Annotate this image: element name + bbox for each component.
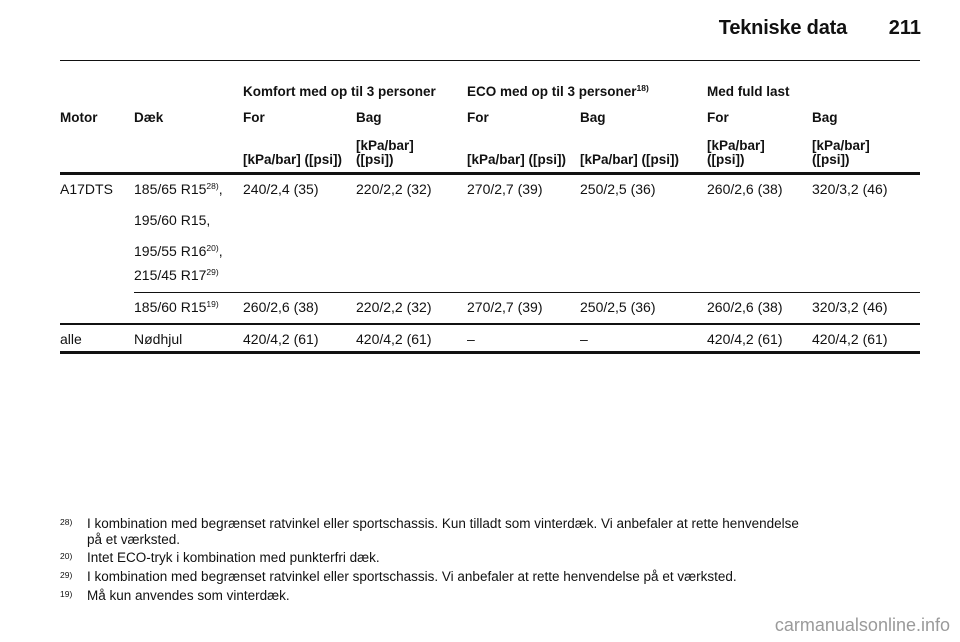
unit-label: [kPa/bar] (707, 138, 765, 153)
col-header-front: For (467, 110, 489, 125)
header-rule (60, 60, 920, 61)
page-title: Tekniske data (718, 17, 847, 39)
pressure-cell: – (580, 331, 588, 347)
footnote-text: på et værksted. (87, 532, 181, 547)
row-divider (134, 292, 920, 293)
footnote-mark: 20) (60, 551, 73, 561)
footnote-text: Må kun anvendes som vinterdæk. (87, 588, 290, 603)
pressure-cell: 240/2,4 (35) (243, 181, 319, 197)
unit-label: ([psi]) (707, 152, 745, 167)
tire-cell: 195/55 R16$^{20)}$, (134, 243, 223, 259)
tire-cell: 215/45 R17$^{29)}$ (134, 267, 219, 283)
footnote-mark: 29) (60, 570, 73, 580)
unit-label: [kPa/bar] (812, 138, 870, 153)
footnote-ref: 29) (206, 267, 219, 277)
table-header-rule (60, 172, 920, 175)
pressure-cell: 250/2,5 (36) (580, 299, 656, 315)
row-divider (60, 323, 920, 325)
pressure-cell: – (467, 331, 475, 347)
unit-label: ([psi]) (356, 152, 394, 167)
pressure-cell: 220/2,2 (32) (356, 181, 432, 197)
tire-cell: 195/60 R15, (134, 212, 211, 228)
unit-label: [kPa/bar] ([psi]) (580, 152, 680, 167)
pressure-cell: 250/2,5 (36) (580, 181, 656, 197)
col-header-front: For (707, 110, 729, 125)
footnote-ref: 18) (636, 83, 649, 93)
motor-cell: A17DTS (60, 181, 113, 197)
footnote-ref: 19) (206, 299, 219, 309)
watermark: carmanualsonline.info (774, 615, 950, 635)
unit-label: [kPa/bar] ([psi]) (243, 152, 343, 167)
pressure-cell: 270/2,7 (39) (467, 299, 543, 315)
pressure-cell: 420/4,2 (61) (812, 331, 888, 347)
unit-label: ([psi]) (812, 152, 850, 167)
page-number: 211 (888, 17, 921, 39)
pressure-cell: 260/2,6 (38) (243, 299, 319, 315)
group-header-eco (467, 84, 649, 99)
unit-label: [kPa/bar] ([psi]) (467, 152, 567, 167)
footnote-mark: 28) (60, 517, 73, 527)
tire-cell: Nødhjul (134, 331, 183, 347)
col-header-front: For (243, 110, 265, 125)
group-header-full-load: Med fuld last (707, 84, 790, 99)
footnote-text: Intet ECO-tryk i kombination med punkterfri dæk. (87, 550, 380, 565)
table-bottom-rule (60, 351, 920, 354)
group-header-komfort: Komfort med op til 3 personer (243, 84, 436, 99)
pressure-cell: 320/3,2 (46) (812, 299, 888, 315)
tire-cell: 185/60 R15$^{19)}$ (134, 299, 219, 315)
pressure-cell: 270/2,7 (39) (467, 181, 543, 197)
group-header-eco-label: ECO med op til 3 personer (467, 84, 637, 99)
col-header-rear: Bag (356, 110, 382, 125)
col-header-rear: Bag (812, 110, 838, 125)
footnote-mark: 19) (60, 589, 73, 599)
motor-cell: alle (60, 331, 82, 347)
footnote-text: I kombination med begrænset ratvinkel eller sportschassis. Vi anbefaler at rette henvendelse på et værksted. (87, 569, 737, 584)
footnote-ref: 20) (206, 243, 219, 253)
footnote-text: I kombination med begrænset ratvinkel eller sportschassis. Kun tilladt som vinterdæk. Vi anbefaler at rette henvendelse (87, 516, 799, 531)
pressure-cell: 260/2,6 (38) (707, 181, 783, 197)
col-header-tire: Dæk (134, 110, 164, 125)
col-header-motor: Motor (60, 110, 98, 125)
pressure-cell: 260/2,6 (38) (707, 299, 783, 315)
unit-label: [kPa/bar] (356, 138, 414, 153)
pressure-cell: 320/3,2 (46) (812, 181, 888, 197)
footnote-ref: 28) (206, 181, 219, 191)
pressure-cell: 220/2,2 (32) (356, 299, 432, 315)
pressure-cell: 420/4,2 (61) (356, 331, 432, 347)
pressure-cell: 420/4,2 (61) (707, 331, 783, 347)
pressure-cell: 420/4,2 (61) (243, 331, 319, 347)
tire-cell: 185/65 R15$^{28)}$, (134, 181, 223, 197)
col-header-rear: Bag (580, 110, 606, 125)
